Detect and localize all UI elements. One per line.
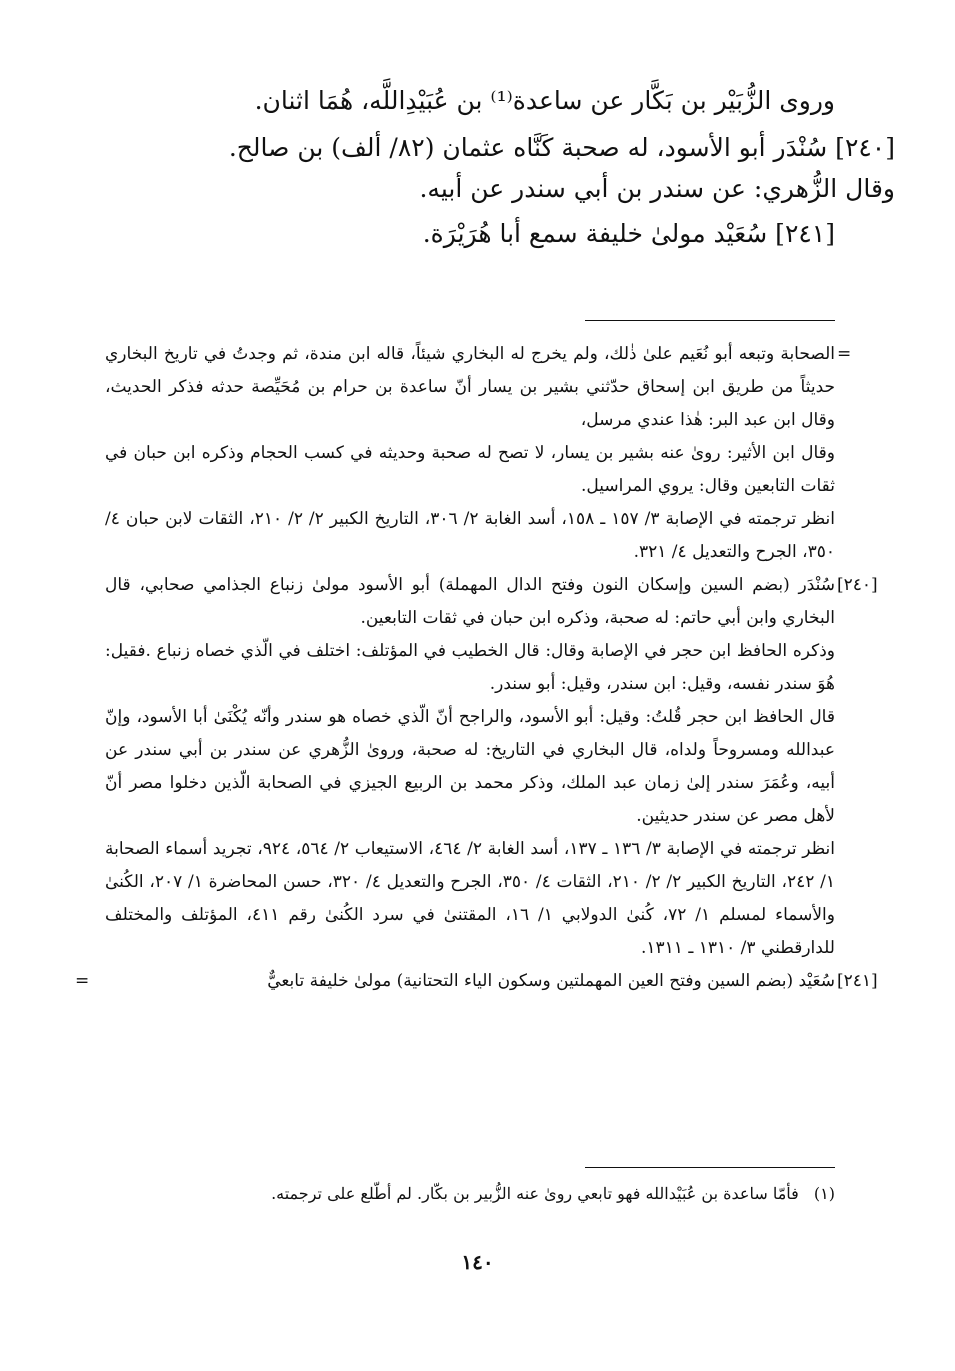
note-paragraph: انظر ترجمته في الإصابة ٣/ ١٣٦ ـ ١٣٧، أسد الغابة ٢/ ٤٦٤، الاستيعاب ٢/ ٥٦٤، ٩٢٤، تجريد أسماء الصحابة ١/ ٢٤٢، التاريخ الكبير ٢/ ٢/ ٢١٠، الثقات ٤/ ٣٥٠، الجرح والتعديل ٤/ ٣٢٠، حسن المحاضرة ١/ ٢٠٧، الكُنىٰ والأسماء لمسلم ١/ ٧٢، كُنىٰ الدولابي ١/ ١٦، المقتنىٰ في سرد الكُنىٰ رقم ٤١١، المؤتلف والمختلف للدارقطني ٣/ ١٣١٠ ـ ١٣١١. — [105, 839, 836, 958]
continued-marker: = — [75, 971, 90, 991]
note-continuation — [105, 338, 852, 569]
note-paragraph: وقال ابن الأثير: روىٰ عنه بشير بن يسار، لا تصح له صحبة وحديثه في كسب الحجام وذكره ابن حبان في ثقات التابعين وقال: يروي المراسيل. — [105, 443, 835, 496]
note-number: [٢٤٠] — [837, 575, 878, 595]
note-paragraph: انظر ترجمته في الإصابة ٣/ ١٥٧ ـ ١٥٨، أسد الغابة ٢/ ٣٠٦، التاريخ الكبير ٢/ ٢/ ٢١٠، الثقات لابن حبان ٤/ ٣٥٠، الجرح والتعديل ٤/ ٣٢١. — [105, 509, 836, 562]
note-paragraph: وذكره الحافظ ابن حجر في الإصابة وقال: قال الخطيب في المؤتلف: اختلف في الّذي خصاه زنباع .فقيل: هُوَ سندر نفسه، وقيل: ابن سندر، وقيل: أبو سندر. — [105, 641, 835, 694]
main-line-zuhri: وقال الزُّهري: عن سندر بن أبي سندر عن أبيه. — [419, 174, 895, 203]
main-text — [115, 86, 895, 268]
note-number: [٢٤١] — [837, 971, 878, 991]
footnote-separator-rule — [585, 1167, 835, 1168]
continuation-marker: = — [837, 344, 852, 364]
note-paragraph: الصحابة وتبعه أبو نُعَيم علىٰ ذٰلك، ولم يخرج له البخاري شيئاً، قاله ابن مندة، ثم وجدتُ في تاريخ البخاري حديثاً من طريق ابن إسحاق حدّثني بشير بن يسار أنّ ساعدة بن حرام بن مُحَيِّصة حدثه فذكر الحديث، وقال ابن عبد البر: هٰذا عندي مرسل، — [105, 344, 835, 430]
footnote — [115, 1180, 835, 1208]
main-line-zubayr: وروى الزُّبَيْر بن بَكَّار عن ساعدة⁽¹⁾ بن عُبَيْدِاللَّه، هُمَا اثنان. — [254, 86, 835, 115]
footnote-text: فأمّا ساعدة بن عُبَيْدالله فهو تابعي روىٰ عنه الزُّبير بن بكّار. لم أطّلع على ترجمته. — [271, 1184, 799, 1203]
entry-241-heading: [٢٤١] سُعَيْد مولىٰ خليفة سمع أبا هُرَيْرَة. — [422, 219, 835, 248]
note-paragraph: سُعَيْد (بضم السين وفتح العين المهملتين وسكون الياء التحتانية) مولىٰ خليفة تابعيٌّ — [267, 971, 835, 991]
entry-240-heading: [٢٤٠] سُنْدَر أبو الأسود، له صحبة كَنَّاه عثمان (٨٢/ ألف) بن صالح. — [228, 133, 895, 162]
note-paragraph: سُنْدَر (بضم السين وإسكان النون وفتح الدال المهملة) أبو الأسود مولىٰ زنباع الجذامي صحابي، قال البخاري وابن أبي حاتم: له صحبة، وذكره ابن حبان في ثقات التابعين. — [105, 575, 835, 628]
page-number: ١٤٠ — [461, 1250, 494, 1274]
notes-separator-rule — [585, 320, 835, 321]
note-241 — [75, 965, 878, 998]
note-240 — [105, 569, 878, 965]
note-paragraph: قال الحافظ ابن حجر قُلتُ: وقيل: أبو الأسود، والراجح أنّ الّذي خصاه هو سندر وأنّه يُكْنَىٰ أبا الأسود، وإنّ عبدالله ومسروحاً ولداه، قال البخاري في التاريخ: له صحبة، وروىٰ الزُّهري عن سندر بن أبي سندر عن أبيه، وعُمَرَ سندر إلىٰ زمان عبد الملك، وذكر محمد بن الربيع الجيزي في الصحابة الّذين دخلوا مصر أنّ لأهل مصر عن سندر حديثين. — [105, 707, 835, 826]
footnote-number: (١) — [813, 1184, 835, 1203]
commentary-notes — [75, 338, 878, 998]
